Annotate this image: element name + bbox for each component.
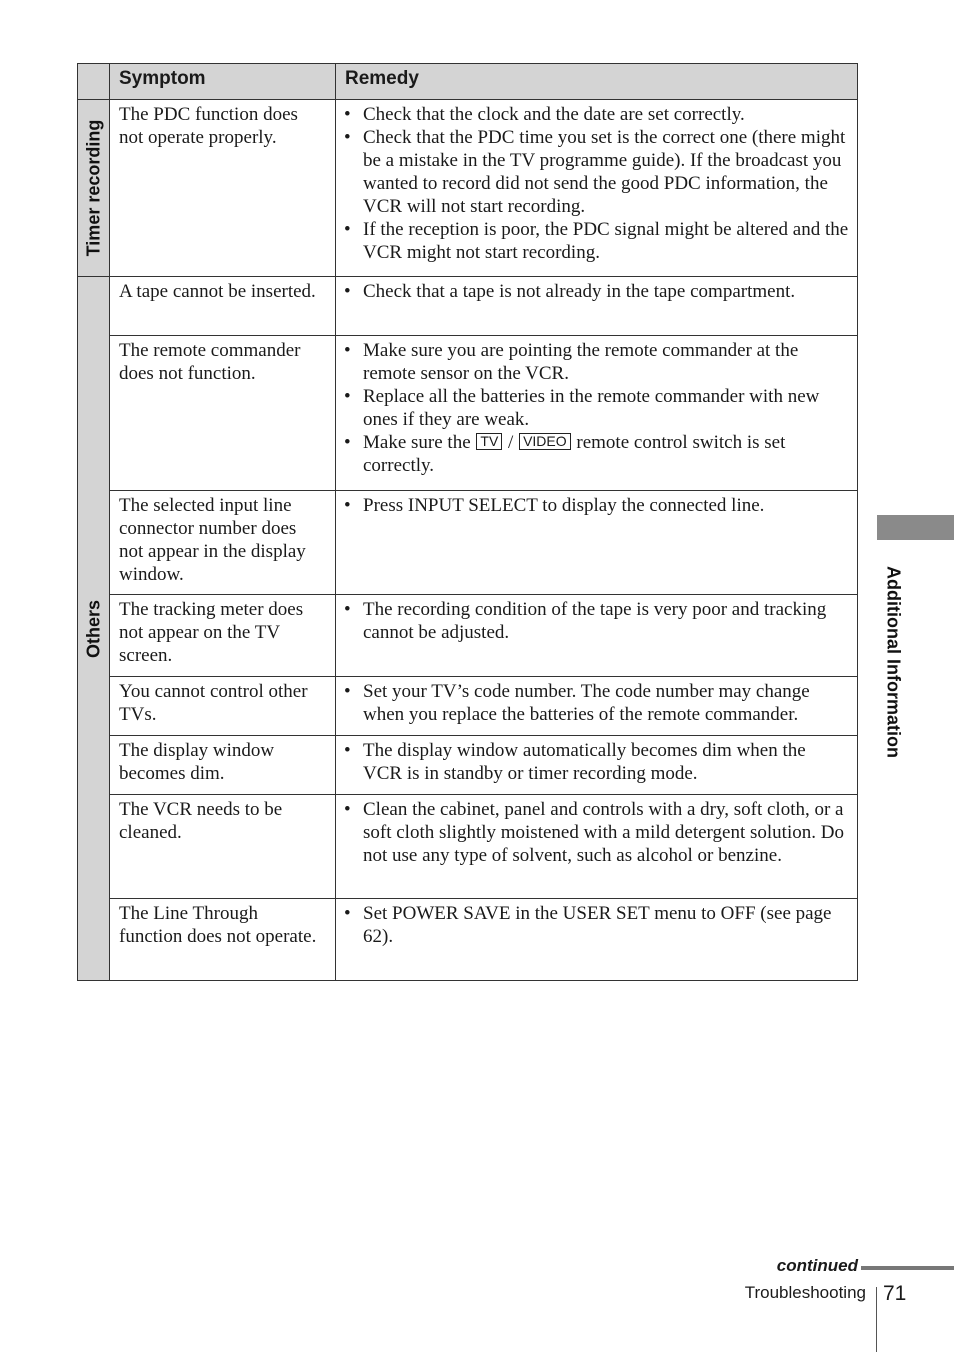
group-label-cell-others <box>78 277 110 981</box>
symptom-cell: A tape cannot be inserted. <box>110 277 336 336</box>
remedy-list <box>344 339 849 477</box>
remedy-cell <box>336 677 858 736</box>
table-row <box>78 336 858 491</box>
symptom-cell: The remote commander does not function. <box>110 336 336 491</box>
table-row <box>78 899 858 981</box>
symptom-cell: The selected input line connector number does not appear in the display window. <box>110 491 336 595</box>
remedy-item: • Make sure you are pointing the remote commander at the remote sensor on the VCR. <box>344 339 849 385</box>
symptom-cell: The Line Through function does not operate. <box>110 899 336 981</box>
remedy-item-switch <box>344 431 849 477</box>
remedy-cell <box>336 736 858 795</box>
table-row <box>78 736 858 795</box>
symptom-cell: The VCR needs to be cleaned. <box>110 795 336 899</box>
table-row <box>78 277 858 336</box>
footer-section-name: Troubleshooting <box>744 1283 866 1302</box>
page-number-divider <box>876 1287 877 1352</box>
table-row <box>78 595 858 677</box>
remedy-item: • Set POWER SAVE in the USER SET menu to OFF (see page 62). <box>344 902 849 948</box>
header-remedy: Remedy <box>336 64 858 100</box>
remedy-list <box>344 494 849 517</box>
group-label-cell-timer-recording <box>78 100 110 277</box>
page-number: 71 <box>883 1282 907 1305</box>
video-switch-key: VIDEO <box>519 433 571 450</box>
continued-rule <box>861 1266 954 1270</box>
troubleshooting-table <box>77 63 858 981</box>
symptom-cell: The PDC function does not operate properly. <box>110 100 336 277</box>
remedy-item: • Check that the PDC time you set is the correct one (there might be a mistake in the TV programme guide). If the broadcast you wanted to record did not send the good PDC information, the VCR will not start recording. <box>344 126 849 218</box>
table-row <box>78 100 858 277</box>
header-corner-cell <box>78 64 110 100</box>
section-tab-marker <box>877 515 954 540</box>
continued-label: continued <box>776 1256 858 1275</box>
remedy-list <box>344 739 849 785</box>
remedy-switch-before: Make sure the <box>363 432 471 453</box>
table-row <box>78 677 858 736</box>
remedy-item: • Replace all the batteries in the remote commander with new ones if they are weak. <box>344 385 849 431</box>
symptom-cell: The tracking meter does not appear on the TV screen. <box>110 595 336 677</box>
symptom-cell: You cannot control other TVs. <box>110 677 336 736</box>
header-symptom: Symptom <box>110 64 336 100</box>
remedy-list <box>344 798 849 867</box>
table-row <box>78 491 858 595</box>
remedy-list <box>344 680 849 726</box>
remedy-cell <box>336 491 858 595</box>
switch-separator: / <box>508 432 514 453</box>
remedy-list <box>344 103 849 264</box>
remedy-item: • If the reception is poor, the PDC signal might be altered and the VCR might not start recording. <box>344 218 849 264</box>
remedy-cell <box>336 336 858 491</box>
remedy-item: • Press INPUT SELECT to display the connected line. <box>344 494 849 517</box>
remedy-cell <box>336 899 858 981</box>
remedy-list <box>344 280 849 303</box>
remedy-item: • Check that a tape is not already in the tape compartment. <box>344 280 849 303</box>
section-side-title: Additional Information <box>883 566 904 758</box>
remedy-item: • Clean the cabinet, panel and controls with a dry, soft cloth, or a soft cloth slightly moistened with a mild detergent solution. Do not use any type of solvent, such as alcohol or benzine. <box>344 798 849 867</box>
table-row <box>78 795 858 899</box>
remedy-item: • Set your TV’s code number. The code number may change when you replace the batteries of the remote commander. <box>344 680 849 726</box>
remedy-cell <box>336 100 858 277</box>
remedy-cell <box>336 595 858 677</box>
symptom-cell: The display window becomes dim. <box>110 736 336 795</box>
troubleshooting-table-container <box>77 63 857 981</box>
group-label-others: Others <box>83 599 103 658</box>
group-label-timer-recording: Timer recording <box>83 119 103 257</box>
remedy-item: • The recording condition of the tape is very poor and tracking cannot be adjusted. <box>344 598 849 644</box>
table-header-row <box>78 64 858 100</box>
remedy-cell <box>336 277 858 336</box>
remedy-list <box>344 902 849 948</box>
remedy-cell <box>336 795 858 899</box>
remedy-item: • The display window automatically becomes dim when the VCR is in standby or timer recording mode. <box>344 739 849 785</box>
remedy-list <box>344 598 849 644</box>
remedy-item: • Check that the clock and the date are set correctly. <box>344 103 849 126</box>
tv-switch-key: TV <box>476 433 502 450</box>
remedy-switch-after: remote control switch is set correctly. <box>363 432 786 476</box>
